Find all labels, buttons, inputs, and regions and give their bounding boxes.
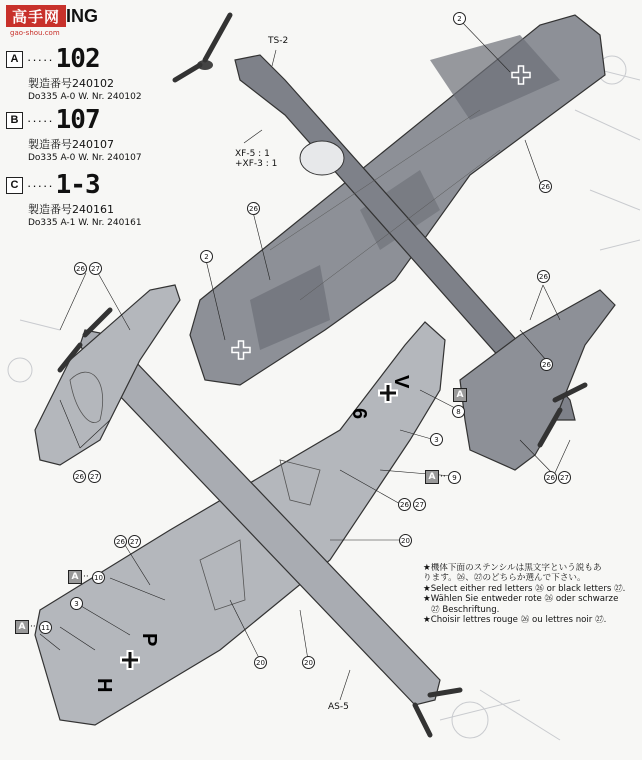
xf5-label: XF-5 : 1 xyxy=(235,149,270,159)
decal-26-label: 26 xyxy=(540,358,553,371)
decal-26-label: 26 xyxy=(73,470,86,483)
header-title: ING xyxy=(66,5,99,26)
decal-8-label: 8 xyxy=(452,405,465,418)
note-line: ★機体下面のステンシルは黒文字という説もあ xyxy=(423,563,602,573)
tag-a-9 xyxy=(425,470,447,484)
version-letter: B xyxy=(6,112,23,129)
serial-en: Do335 A-1 W. Nr. 240161 xyxy=(28,218,142,228)
note-line: ★Select either red letters ㉖ or black letters ㉗. xyxy=(423,583,626,594)
as5-label: AS-5 xyxy=(328,702,349,712)
decal-27-label: 27 xyxy=(88,470,101,483)
decal-2-label: 2 xyxy=(200,250,213,263)
tag-dots: ·· xyxy=(83,572,89,582)
decal-26-label: 26 xyxy=(544,471,557,484)
underside-code-h: H xyxy=(93,678,115,693)
decal-27-label: 27 xyxy=(558,471,571,484)
leader-dots: ····· xyxy=(27,51,54,67)
leader-dots: ····· xyxy=(27,177,54,193)
decal-20-label: 20 xyxy=(302,656,315,669)
aircraft-number: 1-3 xyxy=(55,170,100,200)
serial-en: Do335 A-0 W. Nr. 240107 xyxy=(28,153,142,163)
decal-3-label: 3 xyxy=(70,597,83,610)
serial-jp: 製造番号240161 xyxy=(28,203,114,216)
decal-26-label: 26 xyxy=(247,202,260,215)
decal-20-label: 20 xyxy=(254,656,267,669)
aircraft-number: 107 xyxy=(55,105,100,135)
serial-en: Do335 A-0 W. Nr. 240102 xyxy=(28,92,142,102)
note-line: ります。㉖、㉗のどちらか選んで下さい。 xyxy=(423,573,586,584)
version-tag: A xyxy=(15,620,29,634)
xf-paint-mix xyxy=(235,149,277,169)
version-tag: A xyxy=(453,388,467,402)
underside-code-v: V xyxy=(390,375,412,389)
underside-code-p: P xyxy=(138,633,160,647)
tag-a-10 xyxy=(68,570,90,584)
decal-27-label: 27 xyxy=(413,498,426,511)
version-letter: C xyxy=(6,177,23,194)
ts2-label: TS-2 xyxy=(268,36,289,46)
underside-code-6: 6 xyxy=(348,408,370,420)
decal-11-label: 11 xyxy=(39,621,52,634)
decal-9-label: 9 xyxy=(448,471,461,484)
version-tag: A xyxy=(425,470,439,484)
version-letter: A xyxy=(6,51,23,68)
serial-jp: 製造番号240107 xyxy=(28,138,114,151)
site-logo: 高手网 xyxy=(6,5,66,27)
tag-dots: ·· xyxy=(440,472,446,482)
decal-2-label: 2 xyxy=(453,12,466,25)
note-line: ★Wählen Sie entweder rote ㉖ oder schwarze xyxy=(423,594,619,605)
decal-20-label: 20 xyxy=(399,534,412,547)
tag-dots: ·· xyxy=(30,622,36,632)
tag-a-11 xyxy=(15,620,37,634)
xf3-label: +XF-3 : 1 xyxy=(235,159,278,169)
serial-jp: 製造番号240102 xyxy=(28,77,114,90)
leader-dots: ····· xyxy=(27,112,54,128)
decal-27-label: 27 xyxy=(128,535,141,548)
note-line: ★Choisir lettres rouge ㉖ ou lettres noir ㉗. xyxy=(423,615,607,626)
decal-26-label: 26 xyxy=(539,180,552,193)
decal-26-label: 26 xyxy=(74,262,87,275)
decal-26-label: 26 xyxy=(114,535,127,548)
aircraft-number: 102 xyxy=(55,44,100,74)
decal-3-label: 3 xyxy=(430,433,443,446)
decal-10-label: 10 xyxy=(92,571,105,584)
tag-a-8 xyxy=(453,388,467,402)
note-line: ㉗ Beschriftung. xyxy=(431,604,500,615)
decal-26-label: 26 xyxy=(537,270,550,283)
version-tag: A xyxy=(68,570,82,584)
decal-27-label: 27 xyxy=(89,262,102,275)
site-url: gao-shou.com xyxy=(10,29,60,37)
decal-26-label: 26 xyxy=(398,498,411,511)
decal-notes xyxy=(423,563,639,625)
